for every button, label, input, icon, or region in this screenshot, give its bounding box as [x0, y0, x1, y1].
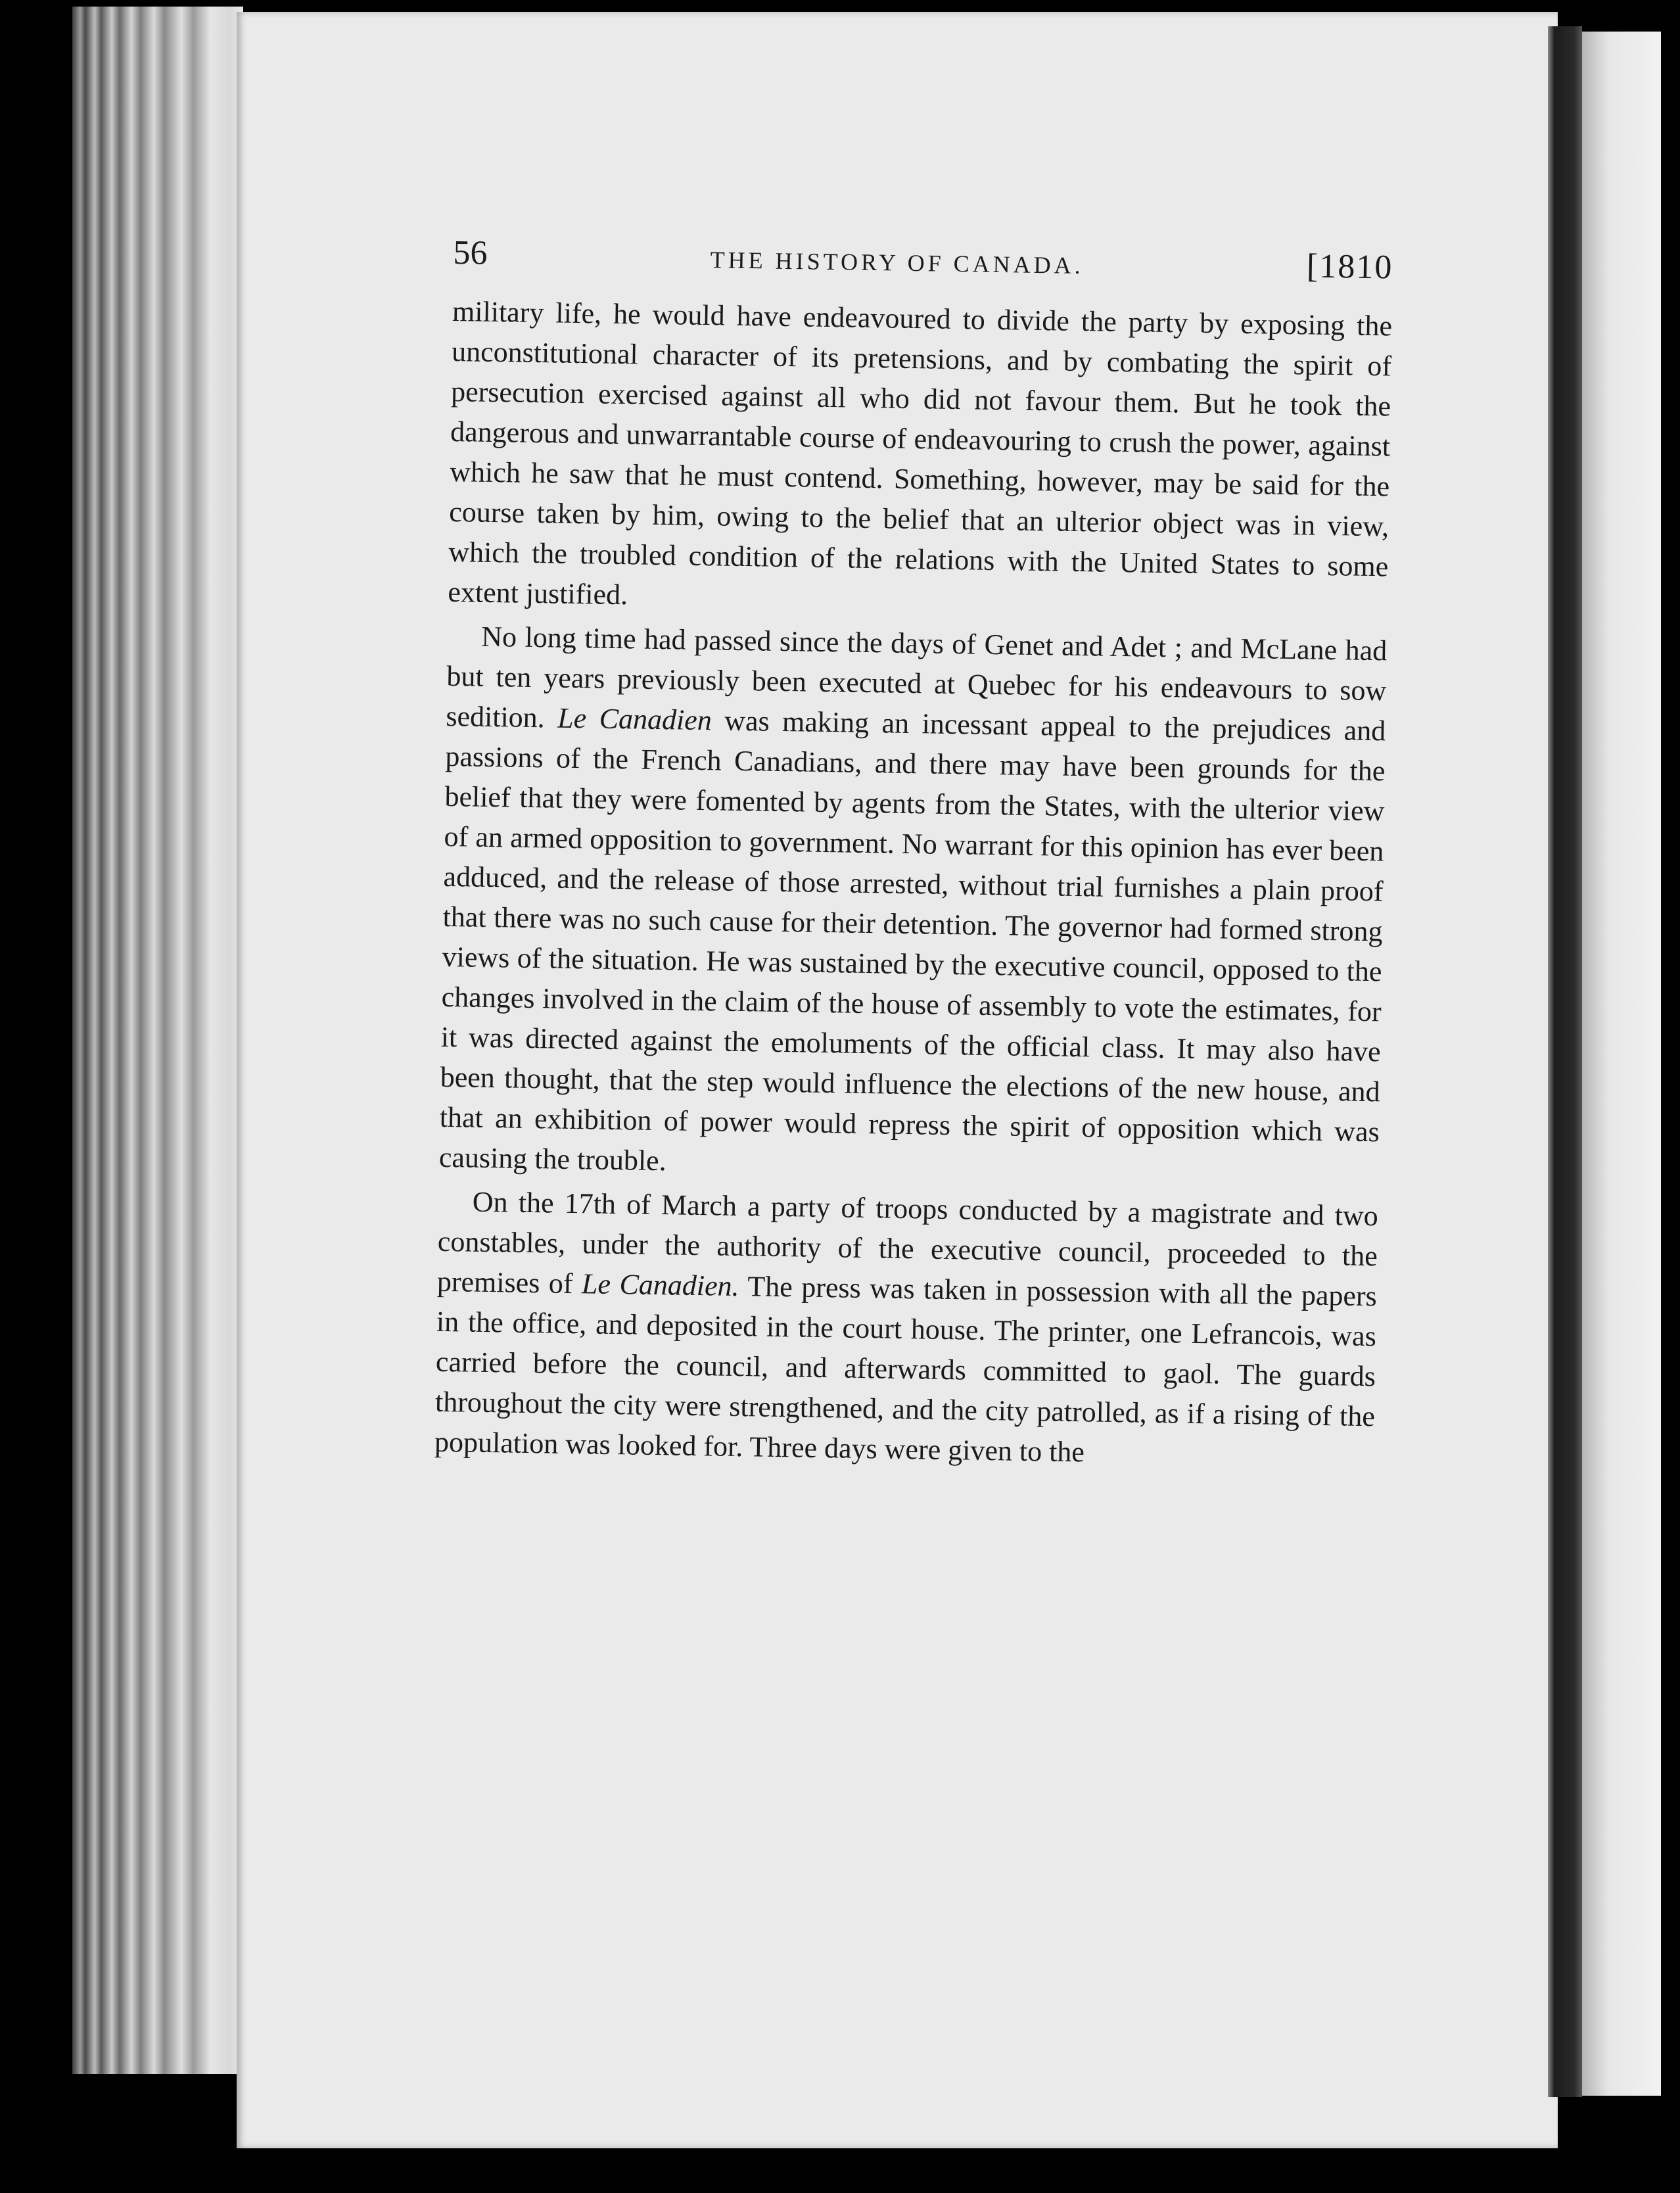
running-year: [1810	[1306, 247, 1393, 287]
running-title: THE HISTORY OF CANADA.	[710, 247, 1085, 279]
italic-title: Le Canadien	[557, 701, 712, 737]
page-edges	[72, 7, 243, 2074]
paragraph-text: was making an incessant appeal to the prejudices and passions of the French Canadians, and there may have been grounds for the belief that they were fomented by agents from the States, with the ulterior view of an armed opposition to government. No warrant for this opinion has ever been adduced, and the release of those arrested, without trial furnishes a plain proof that there was no such cause for their detention. The governor had formed strong views of the situation. He was sustained by the executive council, opposed to the changes involved in the claim of the house of assembly to vote the estimates, for it was directed against the emoluments of the official class. It may also have been thought, that the step would influence the elections of the new house, and that an exhibition of power would repress the spirit of opposition which was causing the trouble.	[438, 704, 1386, 1177]
paragraph-text: On the 17th of March a party of troops conducted by a magistrate and two constables, under the authority of the executive council, proceeded to the premises of	[436, 1185, 1379, 1300]
italic-title: Le Canadien.	[581, 1267, 740, 1303]
paragraph-text: No long time had passed since the days of Genet and Adet ; and McLane had but ten years previously been executed at Quebec for his endeavours to sow sedition.	[446, 620, 1388, 734]
paragraph-1	[448, 291, 1392, 626]
paragraph-text: military life, he would have endeavoured to divide the party by exposing the unconstitutional character of its pretensions, and by combating the spirit of persecution exercised against all who did not favour them. But he took the dangerous and unwarrantable course of endeavouring to crush the power, against which he saw that he must contend. Something, however, may be said for the course taken by him, owing to the belief that an ulterior object was in view, which the troubled condition of the relations with the United States to some extent justified.	[448, 295, 1393, 611]
book-gutter	[1548, 26, 1582, 2097]
page-number: 56	[453, 233, 488, 272]
paragraph-3	[434, 1181, 1379, 1476]
paragraph-text: The press was taken in possession with all the papers in the office, and deposited in the court house. The printer, one Lefrancois, was carried before the council, and afterwards committed to gaol. The guards throughout the city were strengthened, and the city patrolled, as if a rising of the population was looked for. Three days were given to the	[434, 1270, 1378, 1469]
page-content	[434, 233, 1393, 1476]
body-text	[434, 291, 1393, 1476]
paragraph-2	[438, 616, 1387, 1192]
facing-page-edge	[1582, 32, 1661, 2096]
